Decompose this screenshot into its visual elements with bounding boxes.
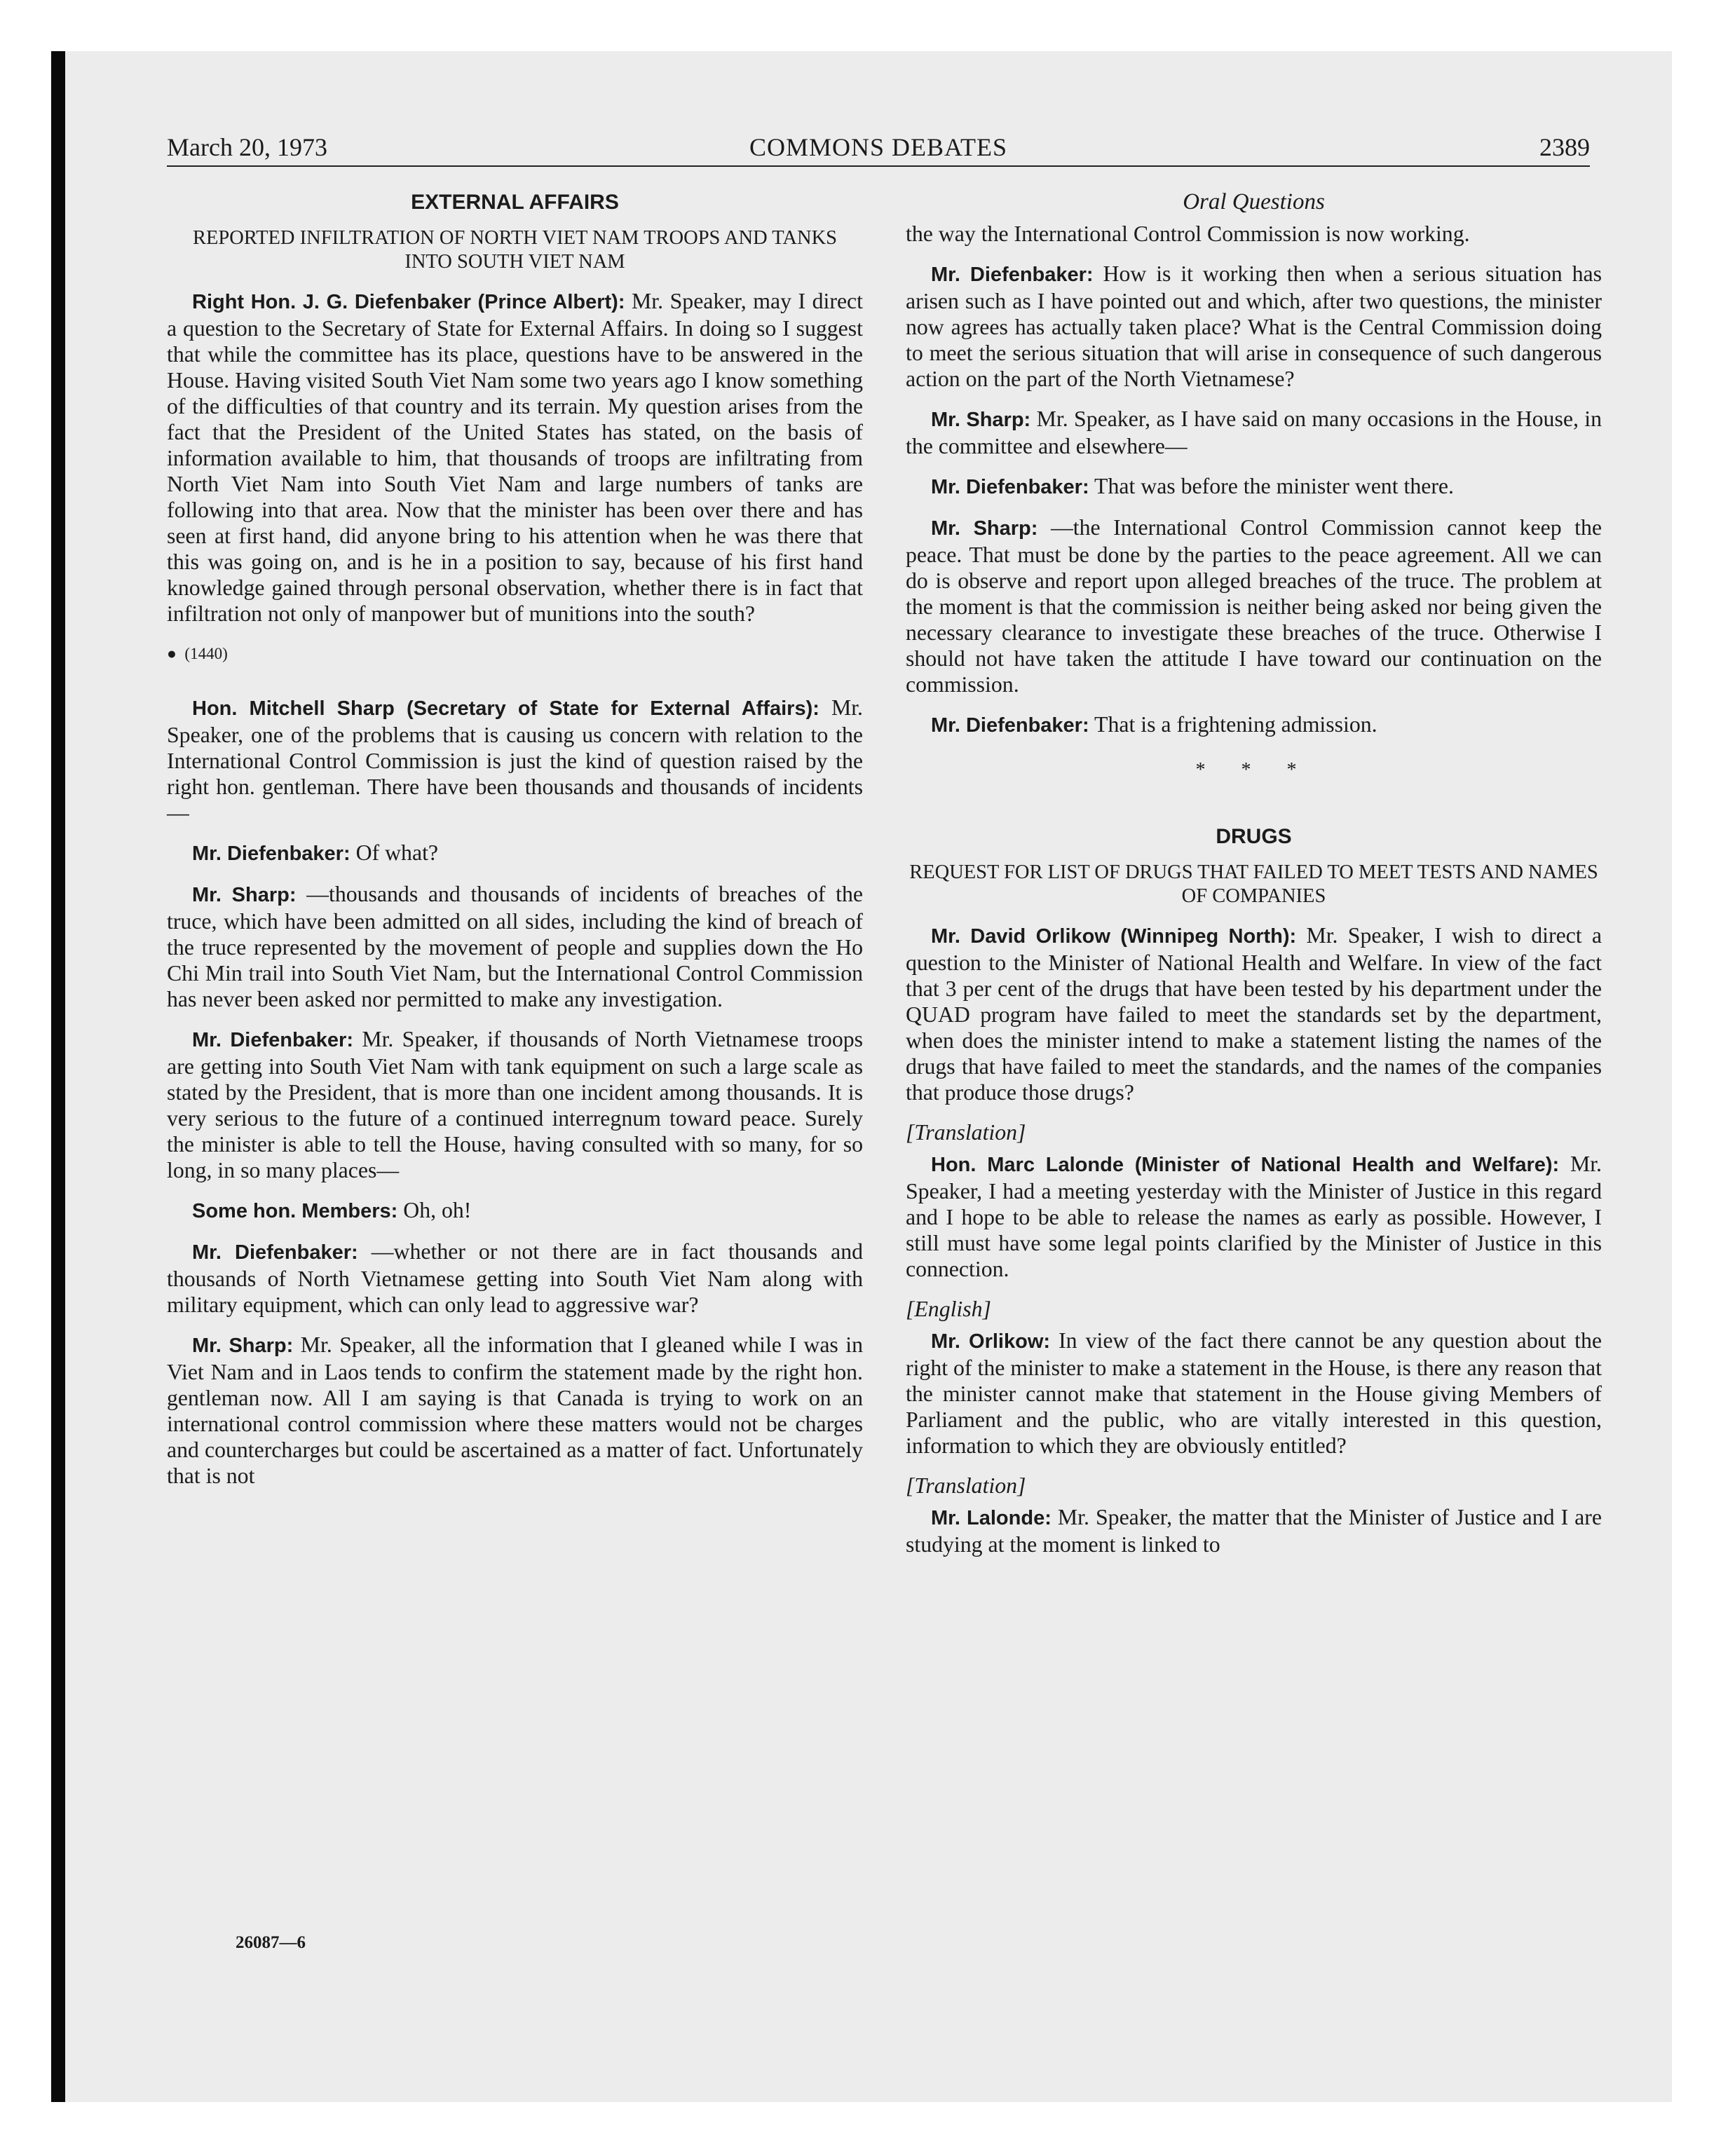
speaker-name: Right Hon. J. G. Diefenbaker (Prince Albert):	[192, 291, 625, 313]
speech-text: That was before the minister went there.	[1094, 474, 1454, 498]
right-column	[906, 189, 1602, 1571]
speech-paragraph	[167, 288, 863, 627]
section-heading: EXTERNAL AFFAIRS	[411, 191, 619, 214]
speech-paragraph	[167, 1026, 863, 1183]
speech-text: —thousands and thousands of incidents of breaches of the truce, which have been admitted on all sides, including the kind of breach of the truce represented by the movement of people and supplies down the Ho Chi Min trail into South Viet Nam, but the International Control Commission has never been asked nor permitted to make any investigation.	[167, 882, 863, 1011]
speech-paragraph	[906, 473, 1602, 500]
speaker-name: Mr. Diefenbaker:	[192, 842, 351, 865]
speech-text: Mr. Speaker, may I direct a question to the Secretary of State for External Affairs. In doing so I suggest that while the committee has its place, questions have to be answered in the House. Having visited South Viet Nam some two years ago I know something of the difficulties of that country and its terrain. My question arises from the fact that the President of the United States has stated, on the basis of information available to him, that thousands of troops are infiltrating from North Viet Nam into South Viet Nam and large numbers of tanks are following into that area. Now that the minister has been over there and has seen at first hand, did anyone bring to his attention when he was there that this was going on, and is he in a position to say, because of his first hand knowledge gained through personal observation, whether there is in fact that infiltration not only of manpower but of munitions into the south?	[167, 289, 864, 626]
speech-text: Mr. Speaker, I wish to direct a question to the Minister of National Health and Welfare. In view of the fact that 3 per cent of the drugs that have been tested by his department under the QUAD program have failed to meet the standards set by the department, when does the minister intend to make a statement listing the names of the drugs that have failed to meet the standards, and the names of the companies that produce those drugs?	[906, 923, 1602, 1105]
speaker-name: Mr. Sharp:	[192, 1335, 294, 1357]
speech-text: Mr. Speaker, one of the problems that is causing us concern with relation to the International Control Commission is just the kind of question raised by the right hon. gentleman. There have been thousands and thousands of incidents—	[167, 695, 863, 825]
speech-paragraph	[167, 1239, 863, 1318]
speaker-name: Hon. Marc Lalonde (Minister of National Health and Welfare):	[931, 1154, 1560, 1176]
section-heading: DRUGS	[1216, 825, 1292, 848]
speech-text: Mr. Speaker, the matter that the Minister of Justice and I are studying at the moment is linked to	[906, 1505, 1602, 1557]
speech-text: —whether or not there are in fact thousands and thousands of North Vietnamese getting into South Viet Nam along with military equipment, which can only lead to aggressive war?	[167, 1239, 863, 1317]
speech-paragraph	[906, 1328, 1602, 1459]
speech-paragraph	[906, 514, 1602, 697]
header-page-number: 2389	[1539, 133, 1590, 161]
speech-paragraph	[906, 1151, 1602, 1282]
speech-paragraph	[167, 881, 863, 1012]
speaker-name: Mr. Sharp:	[192, 884, 297, 906]
speech-text: Mr. Speaker, all the information that I gleaned while I was in Viet Nam and in Laos tends to confirm the statement made by the right hon. gentleman now. All I am saying is that Canada is trying to work on an international control commission where these matters would not be charges and countercharges but could be ascertained as a matter of fact. Unfortunately that is not	[167, 1332, 863, 1488]
speech-text: That is a frightening admission.	[1094, 712, 1377, 737]
page-header	[167, 129, 1590, 167]
speaker-name: Mr. Diefenbaker:	[192, 1241, 358, 1264]
speaker-name: Mr. Diefenbaker:	[192, 1029, 353, 1051]
section-subtitle: REPORTED INFILTRATION OF NORTH VIET NAM TROOPS AND TANKS INTO SOUTH VIET NAM	[192, 227, 838, 273]
speech-paragraph	[906, 406, 1602, 459]
speaker-name: Mr. Diefenbaker:	[931, 714, 1089, 737]
speaker-name: Mr. Sharp:	[931, 517, 1038, 540]
speaker-name: Hon. Mitchell Sharp (Secretary of State for External Affairs):	[192, 697, 819, 720]
speech-paragraph	[906, 1504, 1602, 1557]
speech-paragraph	[906, 922, 1602, 1105]
speech-paragraph	[906, 711, 1602, 739]
section-separator: * * *	[1195, 759, 1312, 781]
continued-text: the way the International Control Commission is now working.	[906, 221, 1470, 246]
speech-paragraph	[906, 261, 1602, 392]
speaker-name: Mr. Diefenbaker:	[931, 264, 1094, 286]
speech-paragraph	[167, 695, 863, 826]
speech-paragraph	[167, 1332, 863, 1489]
scan-binding-edge	[51, 51, 65, 2102]
speech-paragraph	[167, 1197, 863, 1224]
section-subtitle: REQUEST FOR LIST OF DRUGS THAT FAILED TO MEET TESTS AND NAMES OF COMPANIES	[909, 861, 1598, 907]
speech-text: Oh, oh!	[403, 1198, 472, 1222]
language-marker: [English]	[906, 1297, 991, 1321]
speaker-name: Mr. Diefenbaker:	[931, 476, 1089, 498]
speaker-name: Mr. David Orlikow (Winnipeg North):	[931, 925, 1297, 948]
speaker-name: Mr. Orlikow:	[931, 1330, 1051, 1353]
speech-text: Mr. Speaker, as I have said on many occasions in the House, in the committee and elsewhere—	[906, 407, 1602, 458]
bullet-icon: ●	[167, 645, 177, 662]
speech-text: Of what?	[355, 840, 439, 865]
speech-text: Mr. Speaker, I had a meeting yesterday with the Minister of Justice in this regard and I hope to be able to release the names as early as possible. However, I still must have some legal points clarified by the Minister of Justice in this connection.	[906, 1152, 1602, 1281]
running-head: Oral Questions	[1183, 189, 1325, 214]
speech-text: Mr. Speaker, if thousands of North Vietnamese troops are getting into South Viet Nam with tank equipment on such a large scale as stated by the President, that is more than one incident among thousands. It is very serious to the future of a continued interregnum toward peace. Surely the minister is able to tell the House, having consulted with so many, for so long, in so many places—	[167, 1027, 863, 1182]
speaker-name: Mr. Lalonde:	[931, 1507, 1052, 1529]
speaker-name: Mr. Sharp:	[931, 409, 1031, 431]
speech-text: —the International Control Commission cannot keep the peace. That must be done by the parties to the peace agreement. All we can do is observe and report upon alleged breaches of the truce. The problem at the moment is that the commission is neither being asked nor being given the necessary clearance to investigate these breaches of the truce. Otherwise I should not have taken the attitude I have toward our continuation on the commission.	[906, 515, 1602, 697]
speaker-name: Some hon. Members:	[192, 1200, 398, 1222]
speech-text: How is it working then when a serious situation has arisen such as I have pointed out and which, after two questions, the minister now agrees has actually taken place? What is the Central Commission doing to meet the serious situation that will arise in consequence of such dangerous action on the part of the North Vietnamese?	[906, 261, 1602, 391]
left-column	[167, 189, 863, 1503]
speech-paragraph	[167, 840, 863, 867]
timestamp: ● (1440)	[167, 645, 228, 662]
footer-code: 26087—6	[236, 1933, 306, 1952]
header-title: COMMONS DEBATES	[749, 133, 1008, 161]
speech-text: In view of the fact there cannot be any question about the right of the minister to make a statement in the House, is there any reason that the minister cannot make that statement in the House giving Members of Parliament and the public, who are vitally interested in this question, information to which they are obviously entitled?	[906, 1328, 1602, 1458]
header-date: March 20, 1973	[167, 133, 327, 161]
translation-marker: [Translation]	[906, 1120, 1026, 1145]
translation-marker: [Translation]	[906, 1473, 1026, 1498]
